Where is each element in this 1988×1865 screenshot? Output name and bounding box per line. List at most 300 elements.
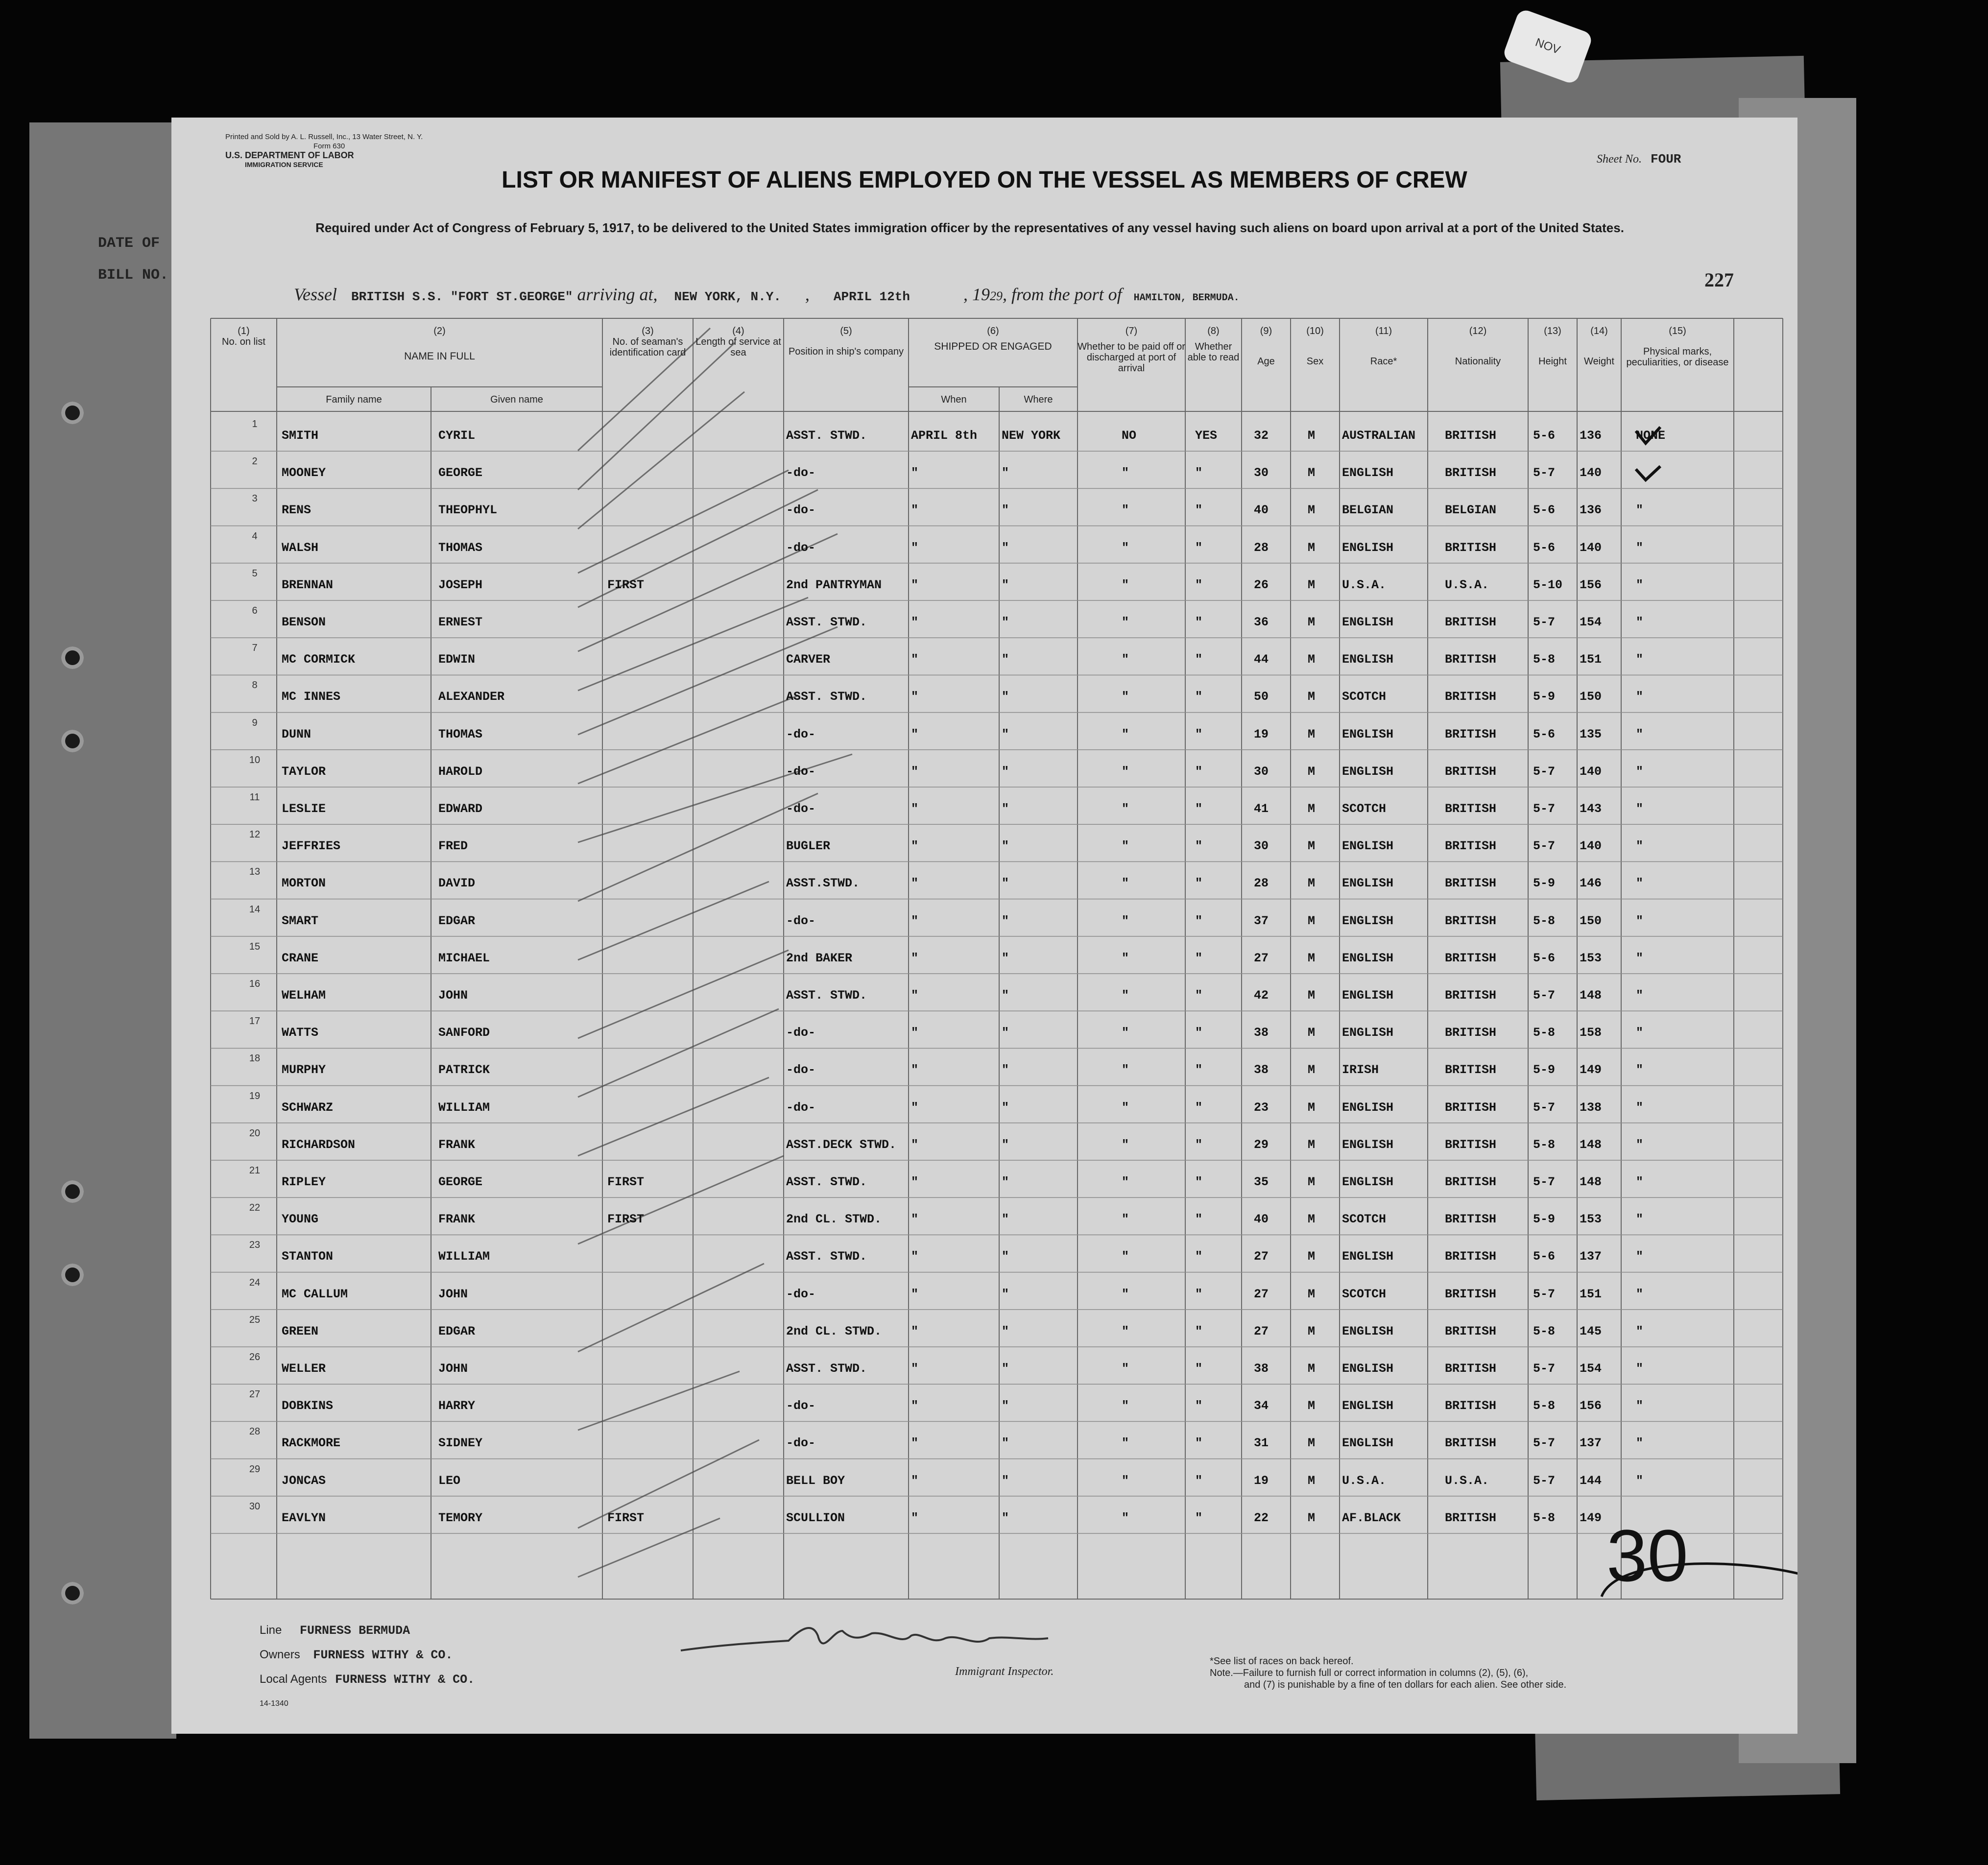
cell-family-name: WELLER xyxy=(282,1362,326,1376)
cell-race: ENGLISH xyxy=(1342,839,1394,854)
cell-physical-marks: " xyxy=(1636,1026,1644,1040)
cell-age: 37 xyxy=(1254,913,1269,928)
cell-height: 5-7 xyxy=(1533,764,1556,779)
cell-able-to-read: " xyxy=(1195,1287,1203,1301)
cell-family-name: WATTS xyxy=(282,1026,319,1040)
cell-sex: M xyxy=(1308,1212,1316,1227)
cell-weight: 146 xyxy=(1580,876,1602,891)
cell-nationality: BRITISH xyxy=(1445,540,1497,555)
cell-sex: M xyxy=(1308,690,1316,704)
cell-family-name: JONCAS xyxy=(282,1473,326,1488)
cell-id-card: FIRST xyxy=(607,577,645,592)
cell-family-name: RACKMORE xyxy=(282,1436,341,1451)
cell-weight: 140 xyxy=(1580,466,1602,480)
cell-given-name: FRANK xyxy=(438,1212,476,1227)
cell-nationality: BRITISH xyxy=(1445,839,1497,854)
cell-family-name: SMITH xyxy=(282,429,319,443)
cell-weight: 145 xyxy=(1580,1324,1602,1339)
cell-where: " xyxy=(1002,1175,1009,1189)
cell-race: U.S.A. xyxy=(1342,1473,1387,1488)
cell-when: " xyxy=(911,1287,919,1301)
row-number: 2 xyxy=(252,456,258,467)
cell-height: 5-7 xyxy=(1533,466,1556,480)
cell-where: " xyxy=(1002,1399,1009,1413)
cell-given-name: LEO xyxy=(438,1473,461,1488)
cell-position: 2nd PANTRYMAN xyxy=(786,577,882,592)
cell-position: -do- xyxy=(786,727,816,741)
cell-position: -do- xyxy=(786,764,816,779)
cell-weight: 154 xyxy=(1580,1362,1602,1376)
cell-height: 5-6 xyxy=(1533,951,1556,965)
cell-race: ENGLISH xyxy=(1342,1324,1394,1339)
cell-nationality: BRITISH xyxy=(1445,876,1497,891)
cell-sex: M xyxy=(1308,951,1316,965)
cell-position: -do- xyxy=(786,1399,816,1413)
cell-nationality: BRITISH xyxy=(1445,1175,1497,1189)
footer-owners: Owners FURNESS WITHY & CO. xyxy=(260,1648,453,1662)
cell-paid-off: " xyxy=(1122,1175,1129,1189)
cell-weight: 150 xyxy=(1580,913,1602,928)
cell-nationality: BRITISH xyxy=(1445,1287,1497,1301)
cell-sex: M xyxy=(1308,839,1316,854)
cell-physical-marks: " xyxy=(1636,652,1644,667)
cell-paid-off: " xyxy=(1122,615,1129,629)
strip-label-date: DATE OF xyxy=(98,235,160,252)
cell-age: 40 xyxy=(1254,503,1269,518)
cell-able-to-read: " xyxy=(1195,1212,1203,1227)
cell-where: " xyxy=(1002,988,1009,1003)
cell-where: " xyxy=(1002,1362,1009,1376)
cell-position: -do- xyxy=(786,540,816,555)
cell-paid-off: " xyxy=(1122,913,1129,928)
cell-race: SCOTCH xyxy=(1342,1212,1387,1227)
cell-height: 5-6 xyxy=(1533,540,1556,555)
cell-able-to-read: " xyxy=(1195,540,1203,555)
cell-sex: M xyxy=(1308,466,1316,480)
cell-able-to-read: " xyxy=(1195,802,1203,816)
cell-able-to-read: " xyxy=(1195,839,1203,854)
cell-height: 5-7 xyxy=(1533,1362,1556,1376)
cell-paid-off: " xyxy=(1122,503,1129,518)
cell-nationality: BRITISH xyxy=(1445,988,1497,1003)
cell-nationality: BRITISH xyxy=(1445,1026,1497,1040)
row-number: 22 xyxy=(249,1202,261,1214)
cell-when: " xyxy=(911,727,919,741)
cell-given-name: THOMAS xyxy=(438,540,483,555)
cell-paid-off: " xyxy=(1122,839,1129,854)
cell-height: 5-7 xyxy=(1533,1436,1556,1451)
handwritten-total: 30 xyxy=(1606,1514,1688,1597)
cell-sex: M xyxy=(1308,1063,1316,1077)
cell-height: 5-7 xyxy=(1533,988,1556,1003)
cell-position: 2nd CL. STWD. xyxy=(786,1324,882,1339)
cell-height: 5-6 xyxy=(1533,727,1556,741)
cell-age: 23 xyxy=(1254,1100,1269,1115)
cell-where: " xyxy=(1002,615,1009,629)
row-number: 16 xyxy=(249,979,261,989)
cell-given-name: WILLIAM xyxy=(438,1249,490,1264)
cell-physical-marks: " xyxy=(1636,540,1644,555)
cell-race: ENGLISH xyxy=(1342,1175,1394,1189)
cell-nationality: U.S.A. xyxy=(1445,1473,1489,1488)
cell-when: " xyxy=(911,1175,919,1189)
cell-race: ENGLISH xyxy=(1342,1362,1394,1376)
col-header-service: (4) Length of service at sea xyxy=(695,326,781,358)
cell-family-name: WELHAM xyxy=(282,988,326,1003)
cell-sex: M xyxy=(1308,764,1316,779)
cell-where: " xyxy=(1002,727,1009,741)
cell-physical-marks: " xyxy=(1636,1473,1644,1488)
cell-age: 41 xyxy=(1254,802,1269,816)
cell-when: " xyxy=(911,988,919,1003)
row-number: 10 xyxy=(249,754,261,765)
row-number: 13 xyxy=(249,866,261,878)
cell-age: 38 xyxy=(1254,1362,1269,1376)
cell-able-to-read: " xyxy=(1195,1175,1203,1189)
cell-able-to-read: " xyxy=(1195,913,1203,928)
cell-sex: M xyxy=(1308,1399,1316,1413)
cell-given-name: EDWIN xyxy=(438,652,476,667)
cell-when: " xyxy=(911,1399,919,1413)
cell-where: " xyxy=(1002,1249,1009,1264)
cell-where: " xyxy=(1002,652,1009,667)
cell-family-name: RIPLEY xyxy=(282,1175,326,1189)
cell-paid-off: " xyxy=(1122,988,1129,1003)
cell-able-to-read: " xyxy=(1195,1063,1203,1077)
footer-line: Line FURNESS BERMUDA xyxy=(260,1624,410,1638)
cell-when: " xyxy=(911,1249,919,1264)
cell-age: 19 xyxy=(1254,1473,1269,1488)
cell-nationality: BRITISH xyxy=(1445,652,1497,667)
cell-nationality: BRITISH xyxy=(1445,913,1497,928)
manifest-sheet xyxy=(171,118,1797,1734)
col-header-family-name: Family name xyxy=(326,394,382,405)
cell-family-name: MOONEY xyxy=(282,466,326,480)
cell-given-name: EDGAR xyxy=(438,1324,476,1339)
cell-given-name: FRED xyxy=(438,839,468,854)
cell-race: ENGLISH xyxy=(1342,951,1394,965)
cell-paid-off: " xyxy=(1122,1063,1129,1077)
cell-height: 5-10 xyxy=(1533,577,1563,592)
cell-age: 35 xyxy=(1254,1175,1269,1189)
departure-port: HAMILTON, BERMUDA. xyxy=(1133,292,1240,304)
cell-height: 5-7 xyxy=(1533,802,1556,816)
cell-sex: M xyxy=(1308,503,1316,518)
cell-weight: 148 xyxy=(1580,988,1602,1003)
cell-position: SCULLION xyxy=(786,1510,845,1525)
cell-where: " xyxy=(1002,540,1009,555)
cell-weight: 148 xyxy=(1580,1175,1602,1189)
cell-sex: M xyxy=(1308,1249,1316,1264)
cell-given-name: JOHN xyxy=(438,1362,468,1376)
row-number: 19 xyxy=(249,1090,261,1101)
cell-race: SCOTCH xyxy=(1342,802,1387,816)
cell-nationality: BRITISH xyxy=(1445,951,1497,965)
cell-when: " xyxy=(911,1510,919,1525)
cell-nationality: BRITISH xyxy=(1445,429,1497,443)
cell-sex: M xyxy=(1308,1510,1316,1525)
cell-given-name: FRANK xyxy=(438,1137,476,1152)
row-number: 25 xyxy=(249,1314,261,1325)
cell-age: 19 xyxy=(1254,727,1269,741)
cell-able-to-read: " xyxy=(1195,1399,1203,1413)
cell-given-name: JOHN xyxy=(438,1287,468,1301)
cell-weight: 140 xyxy=(1580,764,1602,779)
row-number: 18 xyxy=(249,1053,261,1064)
col-header-shipped: (6) SHIPPED OR ENGAGED xyxy=(934,326,1052,352)
cell-nationality: BRITISH xyxy=(1445,1399,1497,1413)
page-number: 227 xyxy=(1704,269,1734,291)
cell-position: -do- xyxy=(786,1063,816,1077)
cell-physical-marks: " xyxy=(1636,577,1644,592)
cell-family-name: DOBKINS xyxy=(282,1399,334,1413)
cell-age: 27 xyxy=(1254,1324,1269,1339)
paper-tab: NOV xyxy=(1502,8,1594,85)
cell-position: -do- xyxy=(786,466,816,480)
cell-weight: 158 xyxy=(1580,1026,1602,1040)
cell-where: " xyxy=(1002,1324,1009,1339)
cell-paid-off: NO xyxy=(1122,429,1137,443)
cell-family-name: CRANE xyxy=(282,951,319,965)
cell-height: 5-6 xyxy=(1533,1249,1556,1264)
cell-position: ASST. STWD. xyxy=(786,988,867,1003)
cell-height: 5-8 xyxy=(1533,1137,1556,1152)
inspector-label: Immigrant Inspector. xyxy=(955,1665,1054,1678)
cell-position: -do- xyxy=(786,1436,816,1451)
cell-physical-marks: " xyxy=(1636,1399,1644,1413)
cell-weight: 136 xyxy=(1580,503,1602,518)
cell-paid-off: " xyxy=(1122,1100,1129,1115)
cell-age: 32 xyxy=(1254,429,1269,443)
cell-when: " xyxy=(911,1473,919,1488)
cell-race: U.S.A. xyxy=(1342,577,1387,592)
cell-when: " xyxy=(911,577,919,592)
cell-weight: 151 xyxy=(1580,652,1602,667)
cell-sex: M xyxy=(1308,1287,1316,1301)
cell-id-card: FIRST xyxy=(607,1175,645,1189)
cell-age: 31 xyxy=(1254,1436,1269,1451)
cell-where: NEW YORK xyxy=(1002,429,1061,443)
cell-position: -do- xyxy=(786,1287,816,1301)
cell-when: " xyxy=(911,615,919,629)
cell-sex: M xyxy=(1308,1362,1316,1376)
cell-sex: M xyxy=(1308,1100,1316,1115)
row-number: 1 xyxy=(252,419,258,430)
cell-weight: 149 xyxy=(1580,1510,1602,1525)
page-title: LIST OR MANIFEST OF ALIENS EMPLOYED ON THE VESSEL AS MEMBERS OF CREW xyxy=(502,167,1467,193)
cell-where: " xyxy=(1002,764,1009,779)
cell-paid-off: " xyxy=(1122,577,1129,592)
cell-where: " xyxy=(1002,1100,1009,1115)
cell-nationality: BRITISH xyxy=(1445,615,1497,629)
cell-given-name: DAVID xyxy=(438,876,476,891)
cell-paid-off: " xyxy=(1122,540,1129,555)
cell-position: CARVER xyxy=(786,652,831,667)
cell-able-to-read: " xyxy=(1195,615,1203,629)
cell-physical-marks: " xyxy=(1636,1287,1644,1301)
col-header-height: (13) Height xyxy=(1538,326,1567,367)
cell-position: ASST.STWD. xyxy=(786,876,860,891)
cell-height: 5-7 xyxy=(1533,1473,1556,1488)
cell-weight: 150 xyxy=(1580,690,1602,704)
cell-age: 29 xyxy=(1254,1137,1269,1152)
cell-age: 30 xyxy=(1254,839,1269,854)
cell-height: 5-9 xyxy=(1533,690,1556,704)
cell-paid-off: " xyxy=(1122,951,1129,965)
row-number: 9 xyxy=(252,717,258,728)
cell-age: 34 xyxy=(1254,1399,1269,1413)
cell-family-name: SCHWARZ xyxy=(282,1100,334,1115)
cell-family-name: TAYLOR xyxy=(282,764,326,779)
cell-given-name: MICHAEL xyxy=(438,951,490,965)
cell-paid-off: " xyxy=(1122,466,1129,480)
page-subtitle: Required under Act of Congress of February 5, 1917, to be delivered to the United States immigration officer by the representatives of any vessel having such aliens on board upon arrival at a port of the United States. xyxy=(315,220,1624,235)
cell-weight: 137 xyxy=(1580,1436,1602,1451)
cell-when: " xyxy=(911,503,919,518)
cell-where: " xyxy=(1002,466,1009,480)
cell-able-to-read: " xyxy=(1195,1100,1203,1115)
cell-physical-marks: " xyxy=(1636,615,1644,629)
cell-age: 36 xyxy=(1254,615,1269,629)
cell-when: " xyxy=(911,1436,919,1451)
cell-nationality: BRITISH xyxy=(1445,466,1497,480)
cell-given-name: GEORGE xyxy=(438,466,483,480)
cell-position: ASST. STWD. xyxy=(786,429,867,443)
cell-race: ENGLISH xyxy=(1342,1100,1394,1115)
cell-position: ASST.DECK STWD. xyxy=(786,1137,897,1152)
cell-height: 5-7 xyxy=(1533,1100,1556,1115)
cell-sex: M xyxy=(1308,988,1316,1003)
cell-weight: 137 xyxy=(1580,1249,1602,1264)
cell-where: " xyxy=(1002,839,1009,854)
cell-family-name: STANTON xyxy=(282,1249,334,1264)
cell-race: ENGLISH xyxy=(1342,615,1394,629)
cell-position: -do- xyxy=(786,1026,816,1040)
cell-when: " xyxy=(911,876,919,891)
row-number: 29 xyxy=(249,1463,261,1475)
cell-physical-marks: " xyxy=(1636,839,1644,854)
col-header-physical-marks: (15) Physical marks, peculiarities, or disease xyxy=(1626,326,1729,368)
row-number: 17 xyxy=(249,1016,261,1027)
cell-age: 26 xyxy=(1254,577,1269,592)
cell-weight: 140 xyxy=(1580,540,1602,555)
cell-weight: 156 xyxy=(1580,577,1602,592)
cell-family-name: MC CORMICK xyxy=(282,652,356,667)
cell-able-to-read: " xyxy=(1195,577,1203,592)
cell-given-name: GEORGE xyxy=(438,1175,483,1189)
cell-when: " xyxy=(911,1026,919,1040)
cell-age: 30 xyxy=(1254,764,1269,779)
cell-when: " xyxy=(911,951,919,965)
cell-nationality: BRITISH xyxy=(1445,1249,1497,1264)
cell-paid-off: " xyxy=(1122,1026,1129,1040)
cell-sex: M xyxy=(1308,1026,1316,1040)
cell-physical-marks: " xyxy=(1636,802,1644,816)
vessel-name: BRITISH S.S. "FORT ST.GEORGE" xyxy=(351,289,573,304)
cell-where: " xyxy=(1002,876,1009,891)
cell-when: " xyxy=(911,1324,919,1339)
cell-age: 28 xyxy=(1254,876,1269,891)
cell-nationality: U.S.A. xyxy=(1445,577,1489,592)
cell-position: BUGLER xyxy=(786,839,831,854)
footer-agents: Local Agents FURNESS WITHY & CO. xyxy=(260,1673,475,1687)
cell-physical-marks: NONE xyxy=(1636,429,1666,443)
cell-physical-marks: " xyxy=(1636,1249,1644,1264)
cell-sex: M xyxy=(1308,876,1316,891)
cell-id-card: FIRST xyxy=(607,1212,645,1227)
cell-given-name: TEMORY xyxy=(438,1510,483,1525)
cell-paid-off: " xyxy=(1122,764,1129,779)
cell-paid-off: " xyxy=(1122,1212,1129,1227)
sheet-number: Sheet No. FOUR xyxy=(1597,152,1681,167)
col-header-position: (5) Position in ship's company xyxy=(788,326,904,357)
cell-age: 27 xyxy=(1254,951,1269,965)
cell-age: 40 xyxy=(1254,1212,1269,1227)
cell-paid-off: " xyxy=(1122,652,1129,667)
cell-position: ASST. STWD. xyxy=(786,615,867,629)
cell-given-name: THEOPHYL xyxy=(438,503,498,518)
cell-family-name: MURPHY xyxy=(282,1063,326,1077)
cell-nationality: BRITISH xyxy=(1445,802,1497,816)
cell-weight: 143 xyxy=(1580,802,1602,816)
cell-paid-off: " xyxy=(1122,1473,1129,1488)
cell-sex: M xyxy=(1308,615,1316,629)
cell-when: " xyxy=(911,839,919,854)
col-header-weight: (14) Weight xyxy=(1584,326,1614,367)
cell-where: " xyxy=(1002,503,1009,518)
row-number: 8 xyxy=(252,680,258,691)
cell-given-name: HAROLD xyxy=(438,764,483,779)
cell-able-to-read: " xyxy=(1195,1362,1203,1376)
cell-family-name: WALSH xyxy=(282,540,319,555)
cell-height: 5-6 xyxy=(1533,429,1556,443)
cell-physical-marks: " xyxy=(1636,951,1644,965)
cell-physical-marks: " xyxy=(1636,876,1644,891)
cell-where: " xyxy=(1002,1137,1009,1152)
row-number: 5 xyxy=(252,568,258,579)
cell-sex: M xyxy=(1308,913,1316,928)
cell-when: " xyxy=(911,1063,919,1077)
cell-sex: M xyxy=(1308,1473,1316,1488)
cell-family-name: DUNN xyxy=(282,727,311,741)
cell-family-name: RENS xyxy=(282,503,311,518)
cell-nationality: BRITISH xyxy=(1445,1510,1497,1525)
col-header-when: When xyxy=(941,394,967,405)
cell-sex: M xyxy=(1308,1436,1316,1451)
row-number: 26 xyxy=(249,1352,261,1363)
cell-given-name: CYRIL xyxy=(438,429,476,443)
cell-height: 5-9 xyxy=(1533,876,1556,891)
cell-where: " xyxy=(1002,1063,1009,1077)
cell-sex: M xyxy=(1308,1175,1316,1189)
cell-race: BELGIAN xyxy=(1342,503,1394,518)
cell-age: 42 xyxy=(1254,988,1269,1003)
row-number: 11 xyxy=(249,792,260,803)
cell-able-to-read: " xyxy=(1195,764,1203,779)
col-header-age: (9) Age xyxy=(1257,326,1275,367)
cell-weight: 153 xyxy=(1580,951,1602,965)
row-number: 27 xyxy=(249,1389,261,1400)
binder-hole xyxy=(61,402,84,424)
cell-weight: 144 xyxy=(1580,1473,1602,1488)
cell-race: ENGLISH xyxy=(1342,652,1394,667)
cell-physical-marks: " xyxy=(1636,1100,1644,1115)
cell-weight: 149 xyxy=(1580,1063,1602,1077)
cell-nationality: BRITISH xyxy=(1445,764,1497,779)
cell-given-name: EDWARD xyxy=(438,802,483,816)
binder-hole xyxy=(61,730,84,752)
cell-when: " xyxy=(911,466,919,480)
